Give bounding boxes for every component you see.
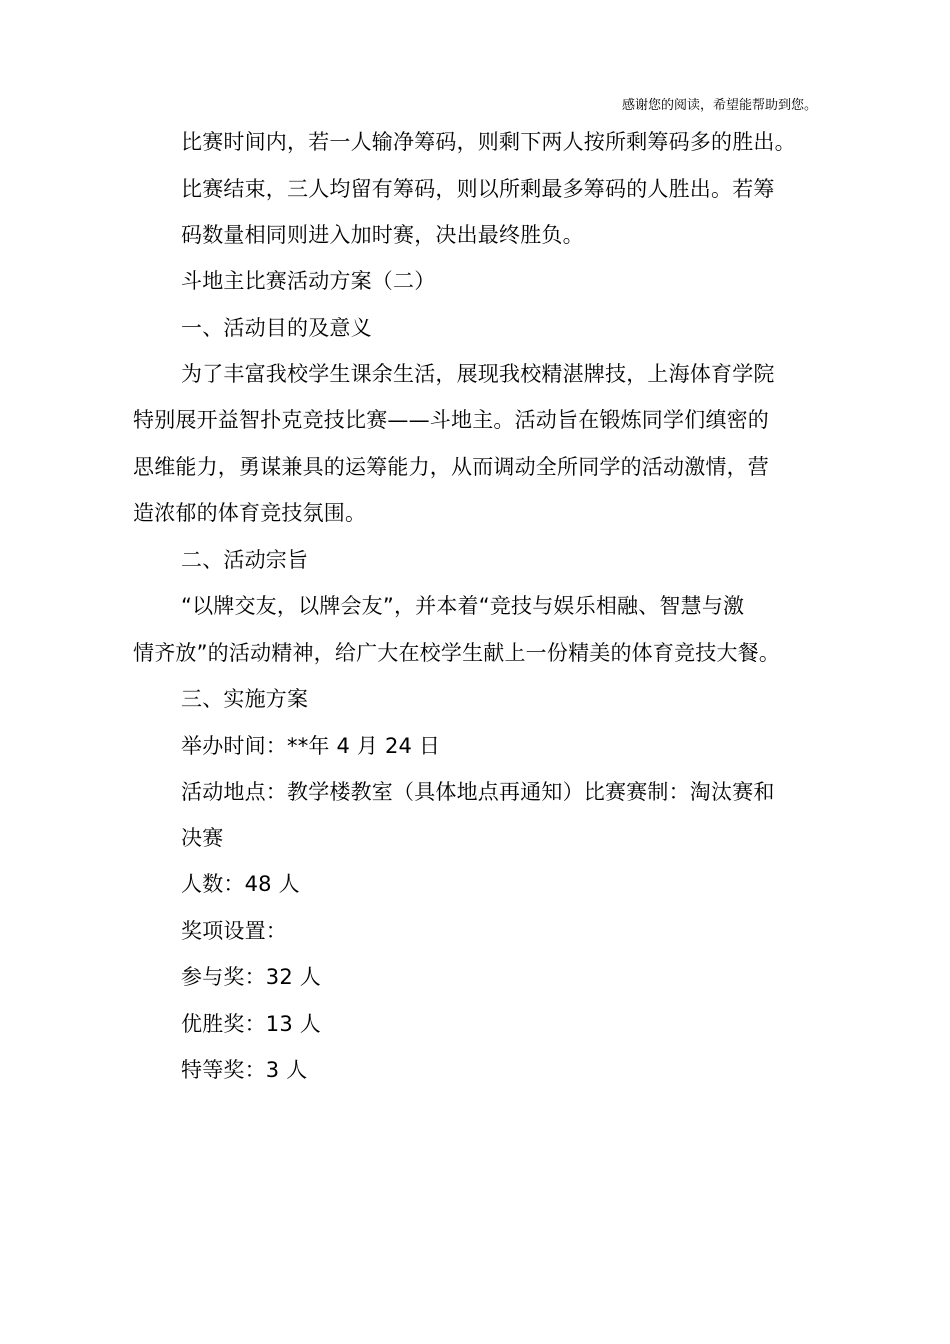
header-note: 感谢您的阅读，希望能帮助到您。 (621, 98, 817, 113)
detail-line: 举办时间：**年 4 月 24 日 (181, 734, 441, 758)
detail-line: 参与奖：32 人 (181, 965, 321, 989)
section-title: 斗地主比赛活动方案（二） (181, 269, 436, 293)
detail-line: 人数：48 人 (181, 872, 300, 896)
detail-line: 活动地点：教学楼教室（具体地点再通知）比赛赛制：淘汰赛和 (181, 780, 775, 804)
section-heading: 二、活动宗旨 (181, 548, 309, 572)
paragraph-line: 特别展开益智扑克竞技比赛——斗地主。活动旨在锻炼同学们缜密的 (133, 408, 769, 432)
detail-line: 决赛 (181, 826, 224, 850)
section-heading: 三、实施方案 (181, 687, 309, 711)
section-heading: 一、活动目的及意义 (181, 316, 372, 340)
paragraph-line: 思维能力，勇谋兼具的运筹能力，从而调动全所同学的活动激情，营 (133, 455, 769, 479)
detail-line: 奖项设置： (181, 919, 287, 943)
detail-line: 特等奖：3 人 (181, 1058, 308, 1082)
paragraph-line: 情齐放”的活动精神，给广大在校学生献上一份精美的体育竞技大餐。 (133, 641, 781, 665)
detail-line: 优胜奖：13 人 (181, 1012, 321, 1036)
paragraph-line: 码数量相同则进入加时赛，决出最终胜负。 (181, 223, 584, 247)
paragraph-line: 造浓郁的体育竞技氛围。 (133, 501, 367, 525)
paragraph-line: 比赛结束，三人均留有筹码，则以所剩最多筹码的人胜出。若筹 (181, 177, 775, 201)
paragraph-line: 为了丰富我校学生课余生活，展现我校精湛牌技，上海体育学院 (181, 362, 775, 386)
paragraph-line: “以牌交友，以牌会友”，并本着“竞技与娱乐相融、智慧与激 (181, 594, 745, 618)
paragraph-line: 比赛时间内，若一人输净筹码，则剩下两人按所剩筹码多的胜出。 (181, 130, 796, 154)
